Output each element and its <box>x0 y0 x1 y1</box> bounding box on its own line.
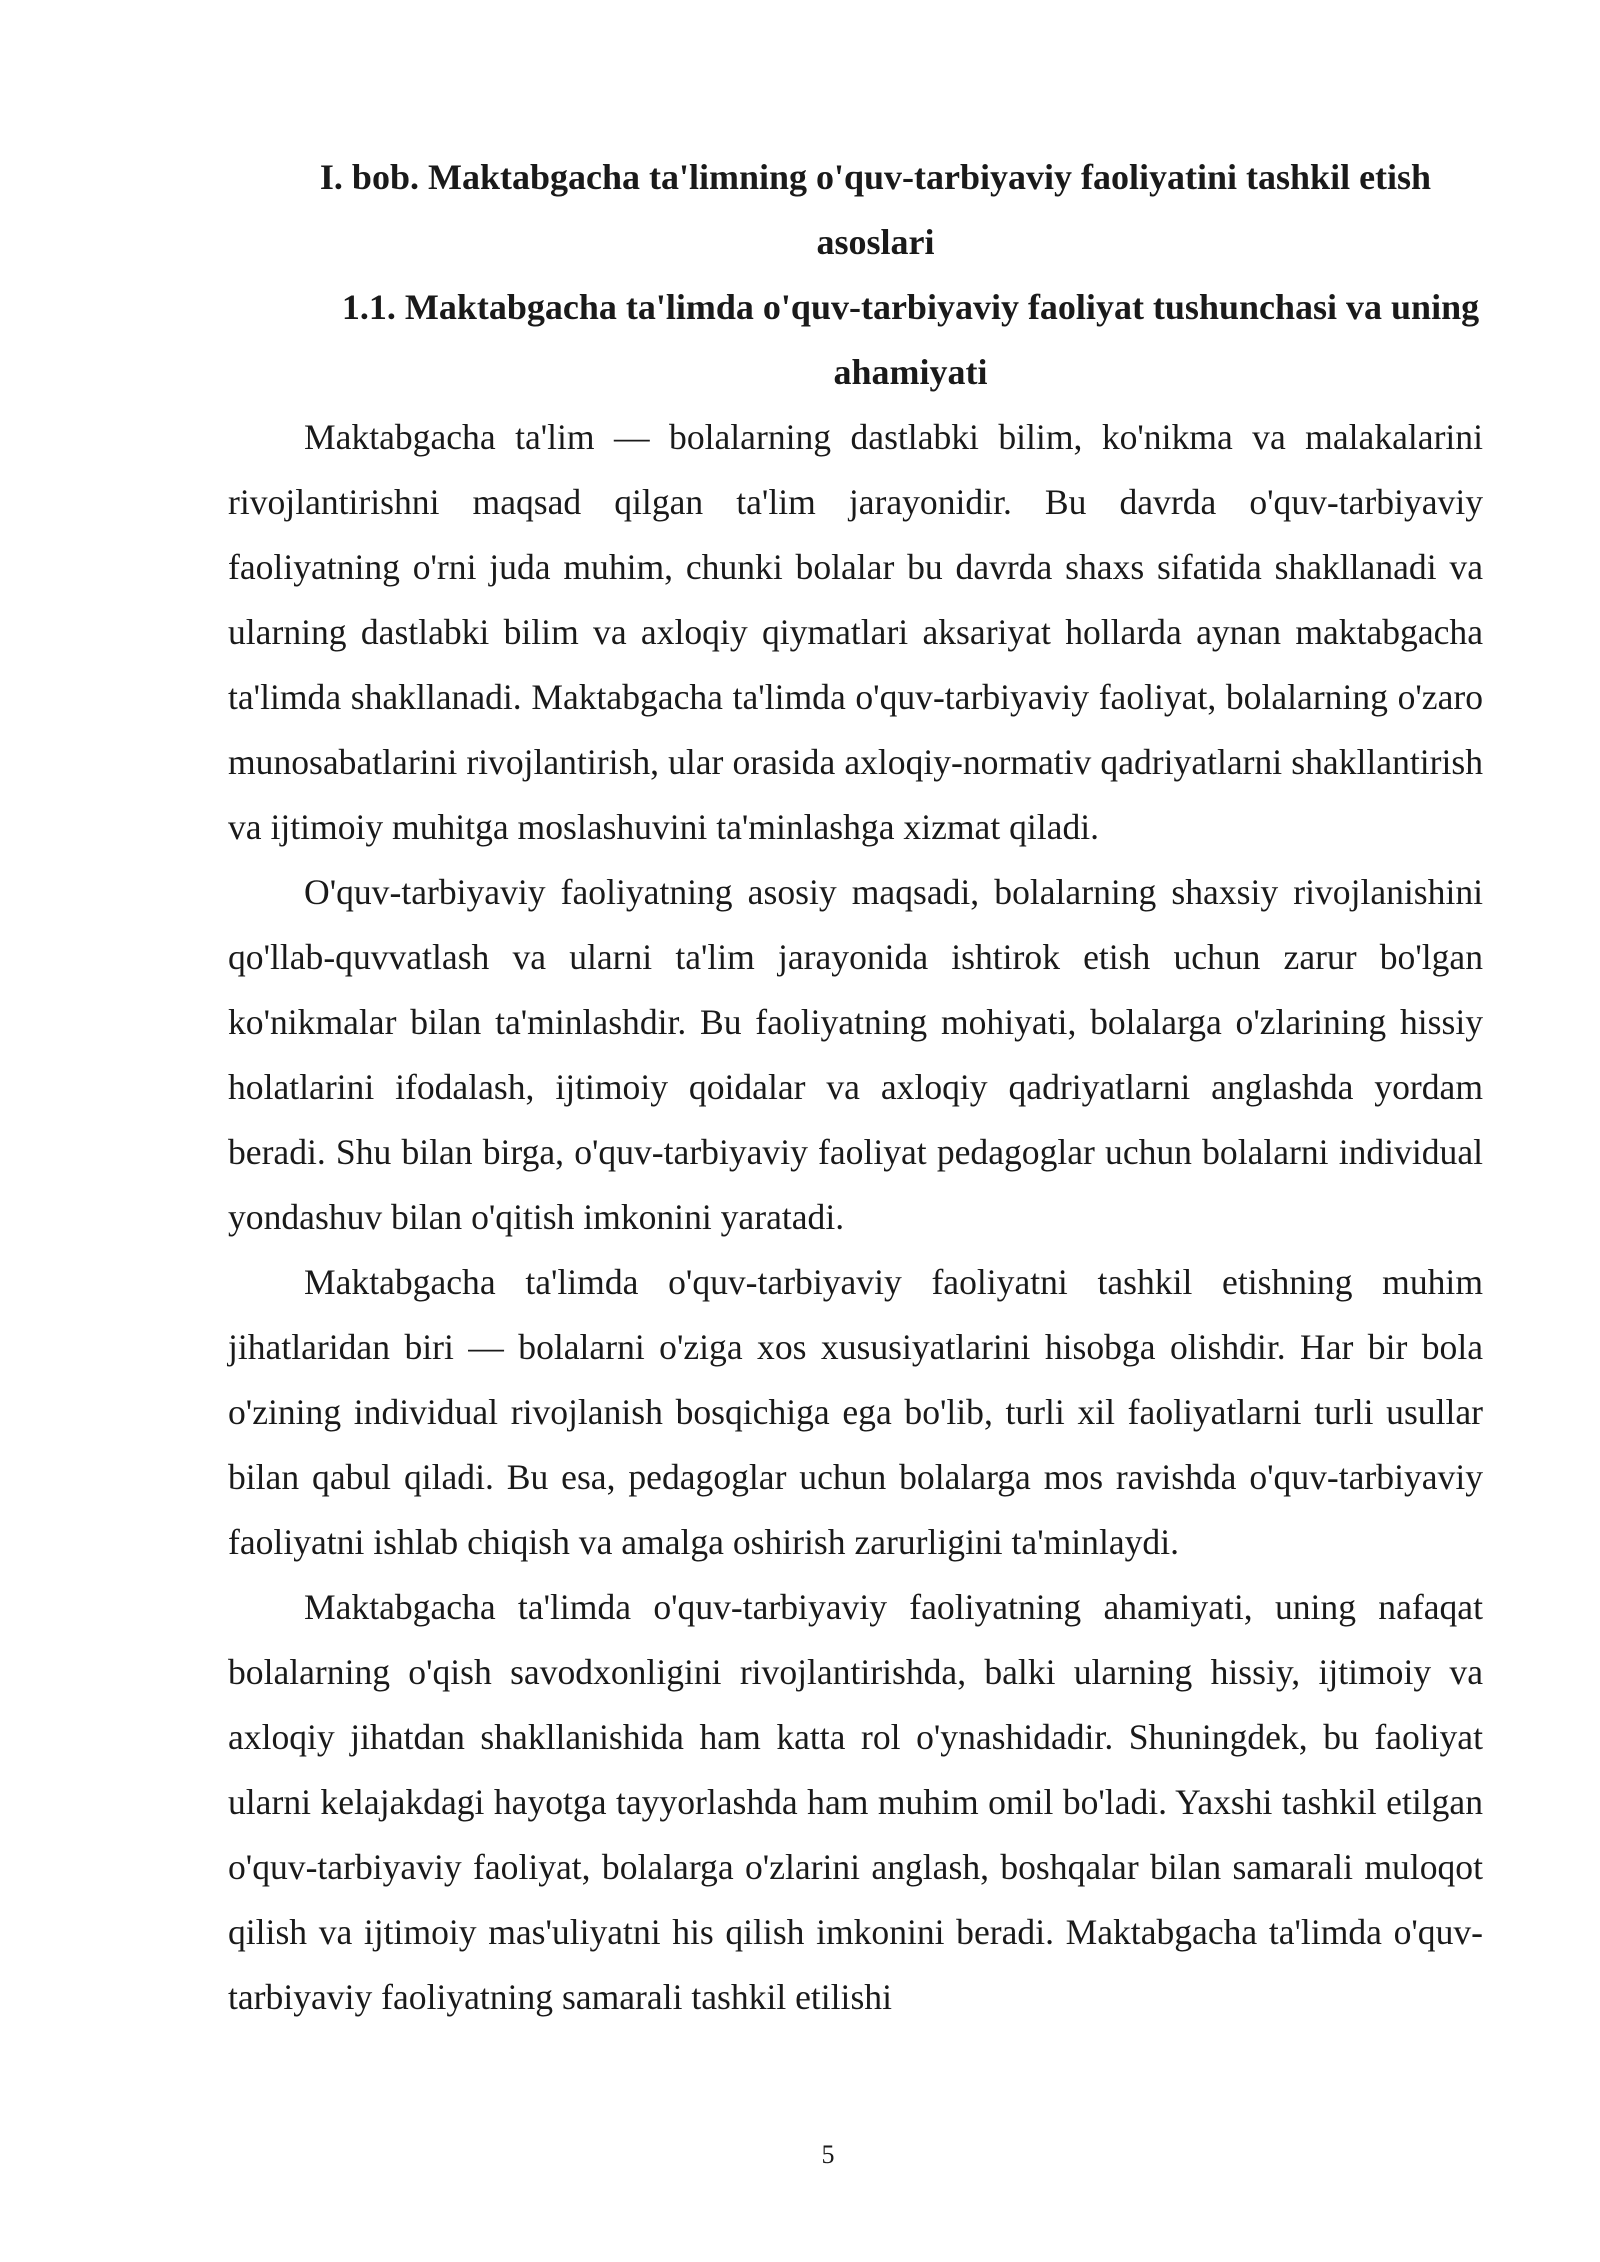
paragraph-4: Maktabgacha ta'limda o'quv-tarbiyaviy faoliyatning ahamiyati, uning nafaqat bolalarning o'qish savodxonligini rivojlantirishda, balki ularning hissiy, ijtimoiy va axloqiy jihatdan shakllanishida ham katta rol o'ynashidadir. Shuningdek, bu faoliyat ularni kelajakdagi hayotga tayyorlashda ham muhim omil bo'ladi. Yaxshi tashkil etilgan o'quv-tarbiyaviy faoliyat, bolalarga o'zlarini anglash, boshqalar bilan samarali muloqot qilish va ijtimoiy mas'uliyatni his qilish imkonini beradi. Maktabgacha ta'limda o'quv-tarbiyaviy faoliyatning samarali tashkil etilishi <box>228 1587 1483 2017</box>
paragraph-3: Maktabgacha ta'limda o'quv-tarbiyaviy faoliyatni tashkil etishning muhim jihatlaridan biri — bolalarni o'ziga xos xususiyatlarini hisobga olishdir. Har bir bola o'zining individual rivojlanish bosqichiga ega bo'lib, turli xil faoliyatlarni turli usullar bilan qabul qiladi. Bu esa, pedagoglar uchun bolalarga mos ravishda o'quv-tarbiyaviy faoliyatni ishlab chiqish va amalga oshirish zarurligini ta'minlaydi. <box>228 1262 1483 1562</box>
paragraph-1: Maktabgacha ta'lim — bolalarning dastlabki bilim, ko'nikma va malakalarini rivojlantirishni maqsad qilgan ta'lim jarayonidir. Bu davrda o'quv-tarbiyaviy faoliyatning o'rni juda muhim, chunki bolalar bu davrda shaxs sifatida shakllanadi va ularning dastlabki bilim va axloqiy qiymatlari aksariyat hollarda aynan maktabgacha ta'limda shakllanadi. Maktabgacha ta'limda o'quv-tarbiyaviy faoliyat, bolalarning o'zaro munosabatlarini rivojlantirish, ular orasida axloqiy-normativ qadriyatlarni shakllantirish va ijtimoiy muhitga moslashuvini ta'minlashga xizmat qiladi. <box>228 417 1483 847</box>
page-content <box>228 145 1483 2030</box>
page-number: 5 <box>821 2140 835 2169</box>
section-title: 1.1. Maktabgacha ta'limda o'quv-tarbiyaviy faoliyat tushunchasi va uning ahamiyati <box>341 287 1480 392</box>
paragraph-2: O'quv-tarbiyaviy faoliyatning asosiy maqsadi, bolalarning shaxsiy rivojlanishini qo'llab-quvvatlash va ularni ta'lim jarayonida ishtirok etish uchun zarur bo'lgan ko'nikmalar bilan ta'minlashdir. Bu faoliyatning mohiyati, bolalarga o'zlarining hissiy holatlarini ifodalash, ijtimoiy qoidalar va axloqiy qadriyatlarni anglashda yordam beradi. Shu bilan birga, o'quv-tarbiyaviy faoliyat pedagoglar uchun bolalarni individual yondashuv bilan o'qitish imkonini yaratadi. <box>228 872 1483 1237</box>
chapter-title: I. bob. Maktabgacha ta'limning o'quv-tarbiyaviy faoliyatini tashkil etish asoslari <box>319 157 1432 262</box>
